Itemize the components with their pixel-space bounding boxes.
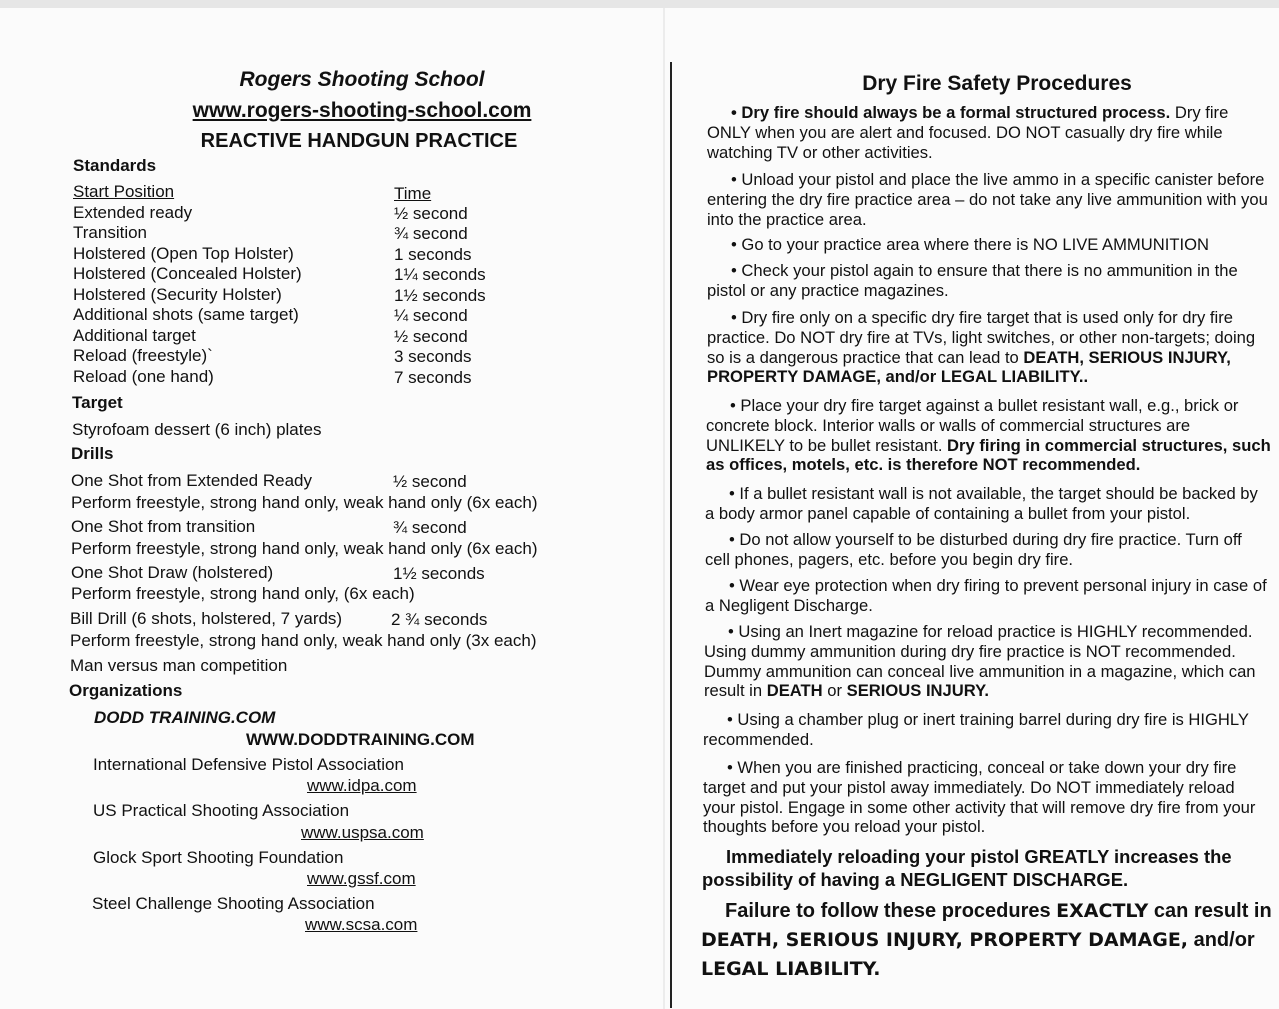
scan-top-edge xyxy=(0,0,1279,8)
procedure-paragraph xyxy=(707,170,1273,229)
standards-col-time: Time xyxy=(394,184,432,203)
drill-name: One Shot Draw (holstered) xyxy=(71,563,274,582)
target-text: Styrofoam dessert (6 inch) plates xyxy=(72,420,322,439)
drill-time: ½ second xyxy=(393,472,467,491)
procedure-text: • If a bullet resistant wall is not available, the target should be backed by a body armor panel capable of containing a bullet from your pistol. xyxy=(705,484,1258,523)
standard-position: Holstered (Open Top Holster) xyxy=(73,244,294,263)
dodd-training-url[interactable]: WWW.DODDTRAINING.COM xyxy=(246,730,475,749)
drill-name: One Shot from transition xyxy=(71,517,256,536)
procedure-text: Dry fire ONLY when you are alert and focused. DO NOT casually dry fire while watching TV or other activities. xyxy=(707,103,1229,162)
procedure-paragraph xyxy=(707,308,1273,387)
procedure-text: • Unload your pistol and place the live ammo in a specific canister before entering the dry fire practice area – do not take any live ammunition with you into the practice area. xyxy=(707,170,1268,229)
competition-text: Man versus man competition xyxy=(70,656,288,675)
standard-time: ¼ second xyxy=(394,306,468,325)
procedure-text: • Check your pistol again to ensure that there is no ammunition in the pistol or any practice magazines. xyxy=(707,261,1238,300)
procedure-text: • Using an Inert magazine for reload practice is HIGHLY recommended. Using dummy ammunition during dry fire practice is NOT recommended. Dummy ammunition can conceal live ammunition in a magazine, which can result in xyxy=(704,622,1256,701)
procedure-paragraph xyxy=(705,576,1271,616)
procedure-paragraph xyxy=(705,484,1271,524)
standards-col-position: Start Position xyxy=(73,182,175,201)
org-name: Glock Sport Shooting Foundation xyxy=(93,848,344,867)
dry-fire-title: Dry Fire Safety Procedures xyxy=(862,72,1132,95)
standard-position: Additional target xyxy=(73,326,196,345)
procedure-bold-text: SERIOUS INJURY. xyxy=(846,681,989,701)
standard-time: ¾ second xyxy=(394,224,468,243)
standards-title: Standards xyxy=(73,156,157,175)
practice-heading: REACTIVE HANDGUN PRACTICE xyxy=(200,130,518,152)
procedure-paragraph xyxy=(703,758,1269,837)
standard-time: ½ second xyxy=(394,327,468,346)
procedure-paragraph xyxy=(707,103,1273,162)
procedure-text: • Dry fire only on a specific dry fire target that is used only for dry fire practice. Do NOT dry fire at TVs, light switches, or other non-targets; doing so is a dangerous practice that can lead to xyxy=(707,308,1256,367)
failure-warning-text: can result in xyxy=(1148,900,1272,922)
standard-time: 3 seconds xyxy=(394,347,472,366)
procedure-bold-text: DEATH, SERIOUS INJURY, PROPERTY DAMAGE, and/or LEGAL LIABILITY.. xyxy=(707,347,1231,387)
drill-time: 1½ seconds xyxy=(393,564,485,583)
failure-warning-strong: LEGAL LIABILITY. xyxy=(701,958,881,980)
org-name: Steel Challenge Shooting Association xyxy=(92,894,375,913)
standard-position: Transition xyxy=(73,223,148,242)
standard-time: 1 seconds xyxy=(394,245,472,264)
reload-warning-text: Immediately reloading your pistol GREATLY increases the possibility of having a NEGLIGENT DISCHARGE. xyxy=(702,846,1232,890)
procedure-paragraph xyxy=(705,530,1271,570)
failure-warning-strong: DEATH, SERIOUS INJURY, PROPERTY DAMAGE, xyxy=(701,929,1189,951)
standard-position: Reload (one hand) xyxy=(73,367,214,386)
standard-time: 1¼ seconds xyxy=(394,265,486,284)
drill-time: 2 ¾ seconds xyxy=(391,610,488,629)
standard-time: 7 seconds xyxy=(394,368,472,387)
standard-position: Extended ready xyxy=(73,203,193,222)
procedure-bold-text: • Dry fire should always be a formal structured process. xyxy=(731,103,1171,122)
standard-time: ½ second xyxy=(394,204,468,223)
procedure-text: • When you are finished practicing, conceal or take down your dry fire target and put your pistol away immediately. Do NOT immediately reload your pistol. Engage in some other activity that will remove dry fire from your thoughts before you reload your pistol. xyxy=(703,758,1256,837)
drills-title: Drills xyxy=(71,444,114,463)
procedure-bold-text: DEATH xyxy=(766,681,823,701)
org-name: International Defensive Pistol Association xyxy=(93,755,404,774)
procedure-text: or xyxy=(822,681,847,701)
standard-position: Holstered (Security Holster) xyxy=(73,285,282,304)
organizations-title: Organizations xyxy=(69,681,183,700)
procedure-text: • Do not allow yourself to be disturbed during dry fire practice. Turn off cell phones, pagers, etc. before you begin dry fire. xyxy=(705,530,1242,569)
failure-warning xyxy=(701,897,1273,984)
procedure-text: • Go to your practice area where there is NO LIVE AMMUNITION xyxy=(731,235,1209,254)
failure-warning-strong: EXACTLY xyxy=(1056,900,1149,922)
org-url-link[interactable]: www.idpa.com xyxy=(307,776,417,795)
column-divider xyxy=(670,62,672,1008)
failure-warning-text: Failure to follow these procedures xyxy=(725,900,1057,922)
procedure-text: • Using a chamber plug or inert training barrel during dry fire is HIGHLY recommended. xyxy=(703,710,1249,749)
org-name: US Practical Shooting Association xyxy=(93,801,350,820)
target-title: Target xyxy=(72,393,123,412)
school-url[interactable]: www.rogers-shooting-school.com xyxy=(192,99,532,122)
procedure-paragraph xyxy=(707,261,1273,301)
dodd-training-name: DODD TRAINING.COM xyxy=(94,708,276,727)
drill-name: One Shot from Extended Ready xyxy=(71,471,312,490)
drill-note: Perform freestyle, strong hand only, weak hand only (6x each) xyxy=(71,539,538,558)
standard-position: Additional shots (same target) xyxy=(73,305,299,324)
failure-warning-text: and/or xyxy=(1188,929,1255,951)
org-url-link[interactable]: www.gssf.com xyxy=(307,869,416,888)
procedure-bold-text: Dry firing in commercial structures, such as offices, motels, etc. is therefore NOT recommended. xyxy=(706,435,1271,475)
org-url-link[interactable]: www.uspsa.com xyxy=(301,823,424,842)
procedure-paragraph xyxy=(703,710,1269,750)
drill-note: Perform freestyle, strong hand only, weak hand only (6x each) xyxy=(71,493,538,512)
standard-position: Reload (freestyle)` xyxy=(73,346,213,365)
procedure-text: • Place your dry fire target against a bullet resistant wall, e.g., brick or concrete block. Interior walls or walls of commercial structures are UNLIKELY to be bullet resistant. xyxy=(706,396,1239,455)
procedure-text: • Wear eye protection when dry firing to prevent personal injury in case of a Negligent Discharge. xyxy=(705,576,1267,615)
school-name: Rogers Shooting School xyxy=(239,68,485,91)
drill-time: ¾ second xyxy=(393,518,467,537)
org-url-link[interactable]: www.scsa.com xyxy=(305,915,418,934)
procedure-paragraph xyxy=(706,396,1272,475)
reload-warning xyxy=(702,845,1274,891)
drill-note: Perform freestyle, strong hand only, weak hand only (3x each) xyxy=(70,631,537,650)
standard-time: 1½ seconds xyxy=(394,286,486,305)
standard-position: Holstered (Concealed Holster) xyxy=(73,264,302,283)
page-fold xyxy=(663,8,665,1009)
drill-note: Perform freestyle, strong hand only, (6x each) xyxy=(71,584,415,603)
drill-name: Bill Drill (6 shots, holstered, 7 yards) xyxy=(70,609,343,628)
procedure-paragraph xyxy=(704,622,1270,701)
procedure-paragraph xyxy=(707,235,1273,255)
